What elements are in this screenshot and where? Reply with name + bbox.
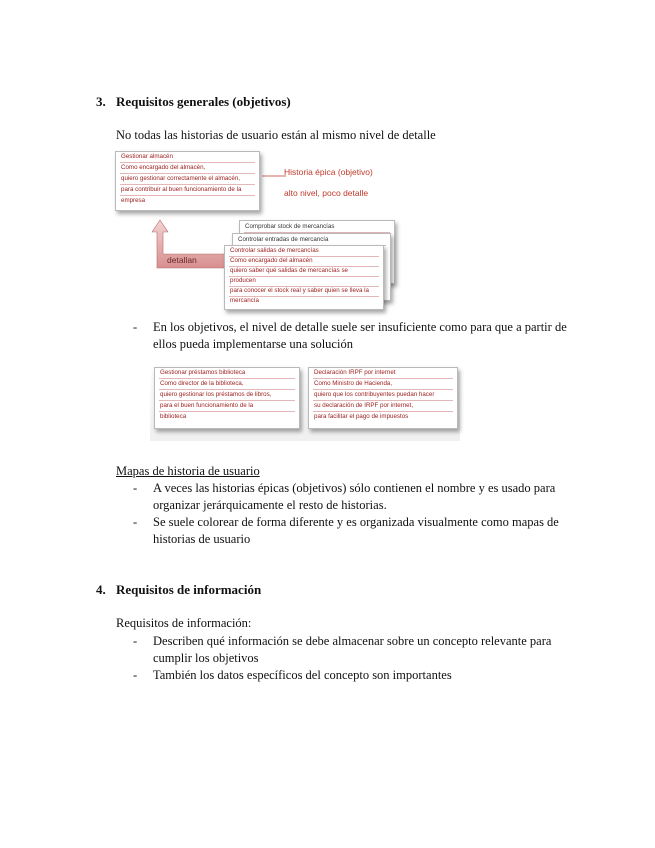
epic-story-card xyxy=(115,151,260,211)
section-4-title: Requisitos de información xyxy=(116,582,262,597)
detail-arrow-label: detallan xyxy=(167,255,197,265)
card-line: Como Ministro de Hacienda, xyxy=(314,380,393,387)
card-line: mercancía xyxy=(230,297,259,304)
card-line: Como encargado del almacén, xyxy=(121,164,206,171)
card-line: Declaración IRPF por internet xyxy=(314,369,396,376)
card-line: quiero gestionar correctamente el almacén, xyxy=(121,175,241,182)
card-line: Controlar entradas de mercancía xyxy=(238,236,329,243)
card-line: para facilitar el pago de impuestos xyxy=(314,413,409,420)
section-3-intro: No todas las historias de usuario están al mismo nivel de detalle xyxy=(116,128,436,142)
card-line: su declaración de IRPF por internet, xyxy=(314,402,414,409)
card-line: empresa xyxy=(121,197,146,204)
epic-pointer-line xyxy=(262,174,286,178)
objectives-bullet: En los objetivos, el nivel de detalle suele ser insuficiente como para que a partir de ellos pueda implementarse una solución xyxy=(153,320,567,351)
bullet-dash: - xyxy=(133,668,138,682)
library-objective-card xyxy=(154,367,300,429)
bullet-dash: - xyxy=(133,481,138,495)
epic-label: Historia épica (objetivo) xyxy=(284,167,373,177)
section-3-number: 3. xyxy=(96,94,106,109)
card-line: producen xyxy=(230,277,256,284)
card-line: biblioteca xyxy=(160,413,187,420)
card-line: quiero que los contribuyentes puedan hacer xyxy=(314,391,435,398)
card-line: quiero gestionar los préstamos de libros, xyxy=(160,391,272,398)
section-3-title: Requisitos generales (objetivos) xyxy=(116,94,291,109)
section-4-number: 4. xyxy=(96,582,106,597)
card-line: Comprobar stock de mercancías xyxy=(245,223,335,230)
card-line: Controlar salidas de mercancías xyxy=(230,247,319,254)
epic-story-figure xyxy=(112,148,412,308)
epic-sublabel: alto nivel, poco detalle xyxy=(284,188,369,198)
story-maps-bullet-2: Se suele colorear de forma diferente y es organizada visualmente como mapas de historias de usuario xyxy=(153,515,559,546)
bullet-dash: - xyxy=(133,320,138,334)
card-line: quiero saber qué salidas de mercancías se xyxy=(230,267,348,274)
bullet-dash: - xyxy=(133,634,138,648)
information-bullet-1: Describen qué información se debe almacenar sobre un concepto relevante para cumplir los objetivos xyxy=(153,634,552,665)
card-line: Como director de la biblioteca, xyxy=(160,380,244,387)
card-line: para conocer el stock real y saber quien se lleva la xyxy=(230,287,369,294)
card-line: Gestionar almacén xyxy=(121,153,173,160)
objectives-examples-figure xyxy=(150,363,460,441)
card-line: para el buen funcionamiento de la xyxy=(160,402,254,409)
card-line: Gestionar préstamos biblioteca xyxy=(160,369,246,376)
tax-objective-card xyxy=(308,367,458,429)
bullet-dash: - xyxy=(133,515,138,529)
story-maps-heading: Mapas de historia de usuario xyxy=(116,464,260,478)
story-maps-bullet-1: A veces las historias épicas (objetivos) sólo contienen el nombre y es usado para organizar jerárquicamente el resto de historias. xyxy=(153,481,556,512)
section-4-intro: Requisitos de información: xyxy=(116,616,252,630)
story-card-front xyxy=(224,245,384,310)
card-line: para contribuir al buen funcionamiento de la xyxy=(121,186,242,193)
information-bullet-2: También los datos específicos del concepto son importantes xyxy=(153,668,452,682)
card-line: Como encargado del almacén xyxy=(230,257,313,264)
